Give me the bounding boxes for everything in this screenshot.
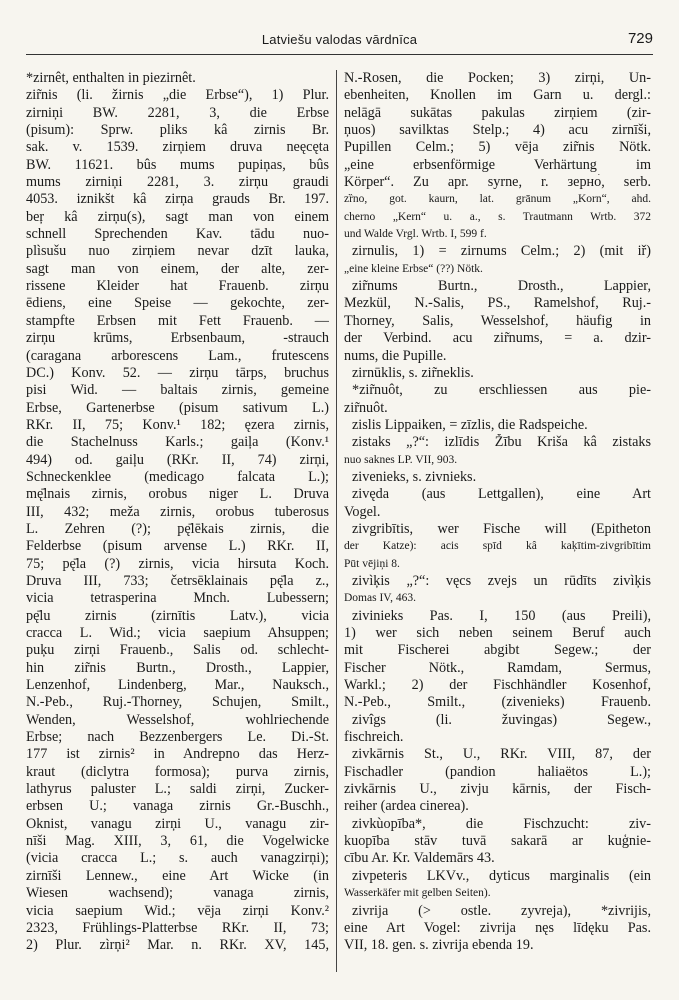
text-line: (pisum): Sprw. pliks kâ zirnis Br. [26,122,329,139]
text-line: III, 432; meža zirnis, orobus tuberosus [26,503,329,520]
text-line: der Verbind. acu zir̃nums, = a. dzir- [344,330,651,347]
text-line: Thorney, Salis, Wesselshof, häufig in [344,312,651,329]
text-line: BW. 11621. bûs mums pupiņas, bûs [26,156,329,173]
column-divider [336,70,337,972]
text-line: Warkl.; 2) der Fischhändler Kosenhof, [344,677,651,694]
text-line: Erbse, Gartenerbse (pisum sativum L.) [26,399,329,416]
text-line: zislis Lippaiken, = zīzlis, die Radspeiche. [352,416,588,433]
text-line: plìsušu nuo zirņiem nevar dzīt lauka, [26,243,329,260]
text-line: nīši Mag. XIII, 3, 61, die Vogelwicke [26,833,329,850]
text-line: beŗ kâ zirņu(s), sagt man von einem [26,208,329,225]
text-line: zivìķis „?“: vęcs zvejs un rūdīts zivìķis [352,572,651,589]
text-line: Wenden, Wesselshof, wohlriechende [26,711,329,728]
text-line: Wiesen wachsend); vanaga zirnis, [26,885,329,902]
text-line: 1) wer sich neben seinem Beruf auch [344,625,651,641]
text-line: zivkārnis U., zivju kārnis, der Fisch- [344,781,651,798]
text-line: zivrija (> ostle. zyvreja), *zivrijis, [352,902,651,919]
text-line: nums, die Pupille. [344,347,447,364]
text-line: zirnīši Lennew., eine Art Wicke (in [26,867,329,884]
text-line: vicia saepium Wid.; vēja zirņi Konv.² [26,902,329,919]
text-line: *zir̃nuôt, zu erschliessen aus pie- [352,382,651,399]
text-line: Körper“. Zu apr. syrne, r. зерно́, serb. [344,174,651,191]
text-line: eine Art Vogel: zivrija nęs līdęku Pas. [344,919,651,936]
text-line: Fischadler (pandion haliaëtos L.); [344,763,651,780]
text-line: kuopība stāv tuvā sakarā ar kuģnie- [344,833,651,850]
text-line: Druva III, 733; četrsēklainais pę̄la z., [26,572,329,589]
page-header [26,30,653,55]
text-line: ebenheiten, Knollen im Garn u. dergl.: [344,87,651,104]
text-line: Erbse; nach Bezzenbergers Le. Di.-St. [26,729,329,746]
text-line: fischreich. [344,729,404,746]
text-line: mę̄lnais zirnis, orobus niger L. Druva [26,486,329,503]
text-line: Vogel. [344,503,381,520]
text-line: Pupillen Celm.; 5) vēja zir̃nis Nötk. [344,139,651,156]
text-line: N.-Rosen, die Pocken; 3) zirņi, Un- [344,70,651,86]
text-line: ēdiens, eine Speise — gekochte, zer- [26,295,329,312]
text-line: 494) od. gaiļu (RKr. II, 74) zirņi, [26,451,329,468]
text-line: puķu zirņi Frauenb., Salis od. schlecht- [26,642,329,659]
text-line: *zirnêt, enthalten in piezirnêt. [26,70,196,86]
text-line: rissene Kleider hat Frauenb. zirņu [26,278,329,295]
running-title: Latviešu valodas vārdnīca [261,32,418,47]
text-line: Felderbse (pisum arvense L.) RKr. II, [26,538,329,555]
text-line: zivinieks Pas. I, 150 (aus Preili), [352,607,651,624]
text-line: nuo saknes LP. VII, 903. [344,453,458,466]
text-line: Fischer Nötk., Ramdam, Sermus, [344,659,651,676]
text-line: zirnūklis, s. zir̃neklis. [352,364,474,381]
text-line: mums zirniņi 2281, 3. zirņu graudi [26,174,329,191]
text-line: der Katze): acis spīd kâ kaķītim-zivgribītim [344,540,651,553]
left-column [26,70,329,955]
right-column [344,70,651,955]
text-line: cherno „Kern“ u. a., s. Trautmann Wrtb. 372 [344,210,651,223]
text-line: hin zir̃nis Burtn., Drosth., Lappier, [26,659,329,676]
text-line: (caragana arborescens Lam., frutescens [26,347,329,364]
text-line: die Stachelnuss Karls.; gaiļa (Konv.¹ [26,434,329,451]
text-line: zir̃nuôt. [344,399,388,416]
text-line: pę̄lu zirnis (zirnītis Latv.), vicia [26,607,329,624]
text-line: 2323, Frühlings-Platterbse RKr. II, 73; [26,919,329,936]
text-line: sagt man von einem, der alte, zer- [26,260,329,277]
text-line: RKr. II, 75; Konv.¹ 182; ęzera zirnis, [26,416,329,433]
text-line: zistaks „?“: izlīdis Žību Kriša kâ zistaks [352,434,651,451]
text-line: ņuos) savilktas Stelp.; 4) acu zirnīši, [344,122,651,139]
text-line: stampfte Erbsen mit Fett Frauenb. — [26,312,329,329]
text-line: zȑno, got. kaurn, lat. grānum „Korn“, ahd. [344,193,651,206]
text-line: L. Zehren (?); pę̄lēkais zirnis, die [26,520,329,537]
text-line: pisi Wid. — baltais zirnis, gemeine [26,382,329,399]
text-line: reiher (ardea cinerea). [344,798,469,815]
text-line: N.-Peb., Ruj.-Thorney, Schujen, Smilt., [26,694,329,711]
text-line: Lenzenhof, Lindenberg, Mar., Nauksch., [26,677,329,694]
text-line: cracca L. Wid.; vicia saepium Ahsuppen; [26,625,329,641]
text-line: 4053. izniks̆t kâ zirņa grauds Br. 197. [26,191,329,208]
text-line: 75; pę̄la (?) zirnis, vicia hirsuta Koch. [26,555,329,572]
text-line: (vicia cracca L.; s. auch vanagzirņi); [26,850,329,867]
text-line: mit Fischerei abgibt Segew.; der [344,642,651,659]
text-line: Oknist, vanagu zirņi U., vanagu zir- [26,815,329,832]
text-line: zivkārnis St., U., RKr. VIII, 87, der [352,746,651,763]
text-line: zivpeteris LKVv., dyticus marginalis (ein [352,867,651,884]
text-line: kraut (diclytra formosa); purva zirnis, [26,763,329,780]
text-line: erbsen U.; vanaga zirnis Gr.-Buschh., [26,798,329,815]
text-line: „eine erbsenförmige Verhärtung im [344,156,651,173]
text-line: lathyrus paluster L.; saldi zirņi, Zucker- [26,781,329,798]
text-line: zivîgs (li. žuvingas) Segew., [352,711,651,728]
text-line: „eine kleine Erbse“ (??) Nötk. [344,262,483,275]
text-line: zirniņi BW. 2281, 3, die Erbse [26,104,329,121]
text-line: zivenieks, s. zivnieks. [352,468,477,485]
text-line: zir̃nums Burtn., Drosth., Lappier, [352,278,651,295]
text-line: schnell Sprechenden Kav. tādu nuo- [26,226,329,243]
text-line: nelāgā sukātas pakulas zirņiem (zir- [344,104,651,121]
text-line: zivęda (aus Lettgallen), eine Art [352,486,651,503]
text-line: zir̃nis (li. žirnis „die Erbse“), 1) Plur. [26,87,329,104]
text-line: VII, 18. gen. s. zivrija ebenda 19. [344,937,534,954]
text-line: 2) Plur. zìrņi² Mar. n. RKr. XV, 145, [26,937,329,954]
text-line: zirņu krūms, Erbsenbaum, -strauch [26,330,329,347]
text-line: und Walde Vrgl. Wrtb. I, 599 f. [344,228,487,241]
text-line: Schneckenklee (medicago falcata L.); [26,468,329,485]
text-line: zirnulis, 1) = zirnums Celm.; 2) (mit iř) [352,243,651,260]
text-line: zivgribītis, wer Fische will (Epitheton [352,520,651,537]
text-line: 177 ist zirnis² in Andrepno das Herz- [26,746,329,763]
page-number: 729 [627,30,653,47]
text-line: Wasserkäfer mit gelben Seiten). [344,887,491,900]
text-line: Pūt vējiņi 8. [344,557,400,570]
text-line: Domas IV, 463. [344,592,416,605]
text-line: vicia tetrasperina Mnch. Lubessern; [26,590,329,607]
text-line: Mezkül, N.-Salis, PS., Ramelshof, Ruj.- [344,295,651,312]
text-line: cību Ar. Kr. Valdemārs 43. [344,850,495,867]
text-line: N.-Peb., Smilt., (zivenieks) Frauenb. [344,694,651,711]
text-line: zivkùopība*, die Fischzucht: ziv- [352,815,651,832]
text-line: DC.) Konv. 52. — zirņu tārps, bruchus [26,364,329,381]
text-line: sak. v. 1539. zirņiem druva neęcęta [26,139,329,156]
